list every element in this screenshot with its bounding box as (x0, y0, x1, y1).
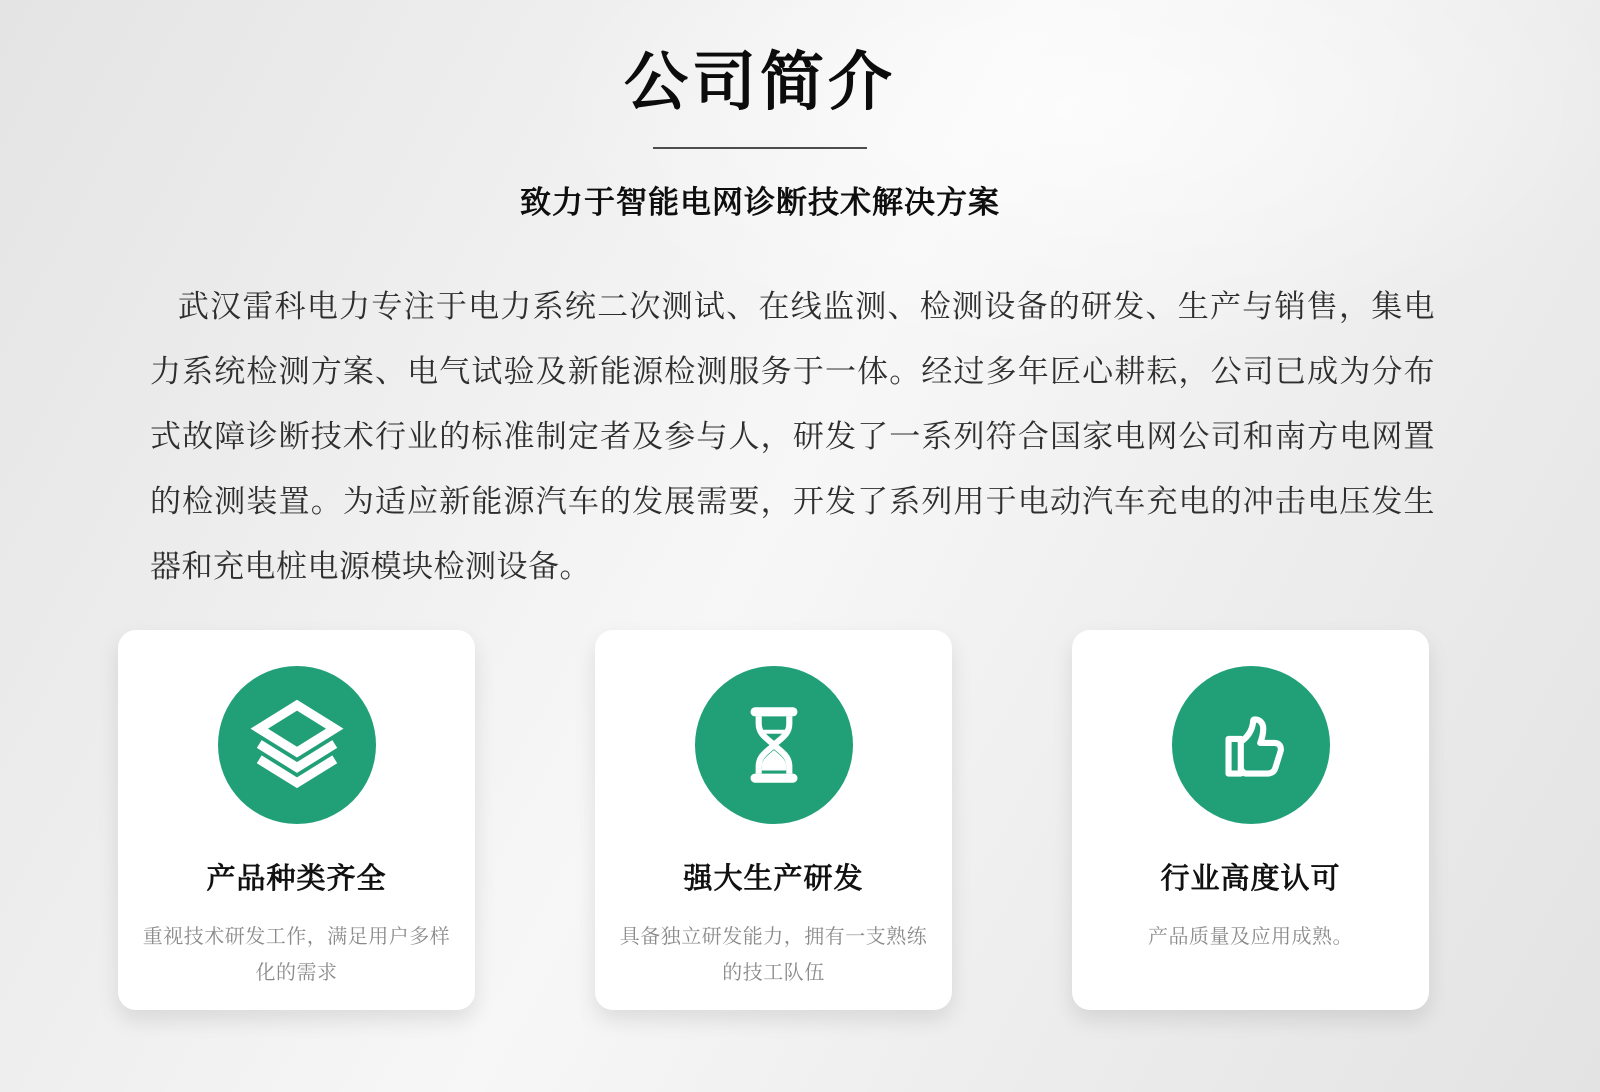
card-title: 产品种类齐全 (206, 863, 387, 895)
card-title: 强大生产研发 (683, 863, 864, 895)
card-production-rd (595, 630, 952, 1010)
card-industry-recognition (1072, 630, 1429, 1010)
card-product-variety (118, 630, 475, 1010)
card-description: 产品质量及应用成熟。 (1148, 926, 1353, 948)
layers-icon (218, 666, 376, 824)
page-title: 公司简介 (624, 46, 896, 118)
card-description: 具备独立研发能力，拥有一支熟练的技工队伍 (619, 926, 928, 984)
section-subtitle: 致力于智能电网诊断技术解决方案 (520, 184, 1000, 220)
company-description: 武汉雷科电力专注于电力系统二次测试、在线监测、检测设备的研发、生产与销售，集电力系统检测方案、电气试验及新能源检测服务于一体。经过多年匠心耕耘，公司已成为分布式故障诊断技术行业的标准制定者及参与人，研发了一系列符合国家电网公司和南方电网置的检测装置。为适应新能源汽车的发展需要，开发了系列用于电动汽车充电的冲击电压发生器和充电桩电源模块检测设备。 (150, 288, 1435, 585)
section-header (0, 0, 1520, 222)
title-divider (653, 147, 867, 149)
card-title: 行业高度认可 (1160, 863, 1341, 895)
feature-cards (118, 630, 1429, 1010)
card-description: 重视技术研发工作，满足用户多样化的需求 (142, 926, 451, 984)
thumbs-up-icon (1172, 666, 1330, 824)
hourglass-icon (695, 666, 853, 824)
